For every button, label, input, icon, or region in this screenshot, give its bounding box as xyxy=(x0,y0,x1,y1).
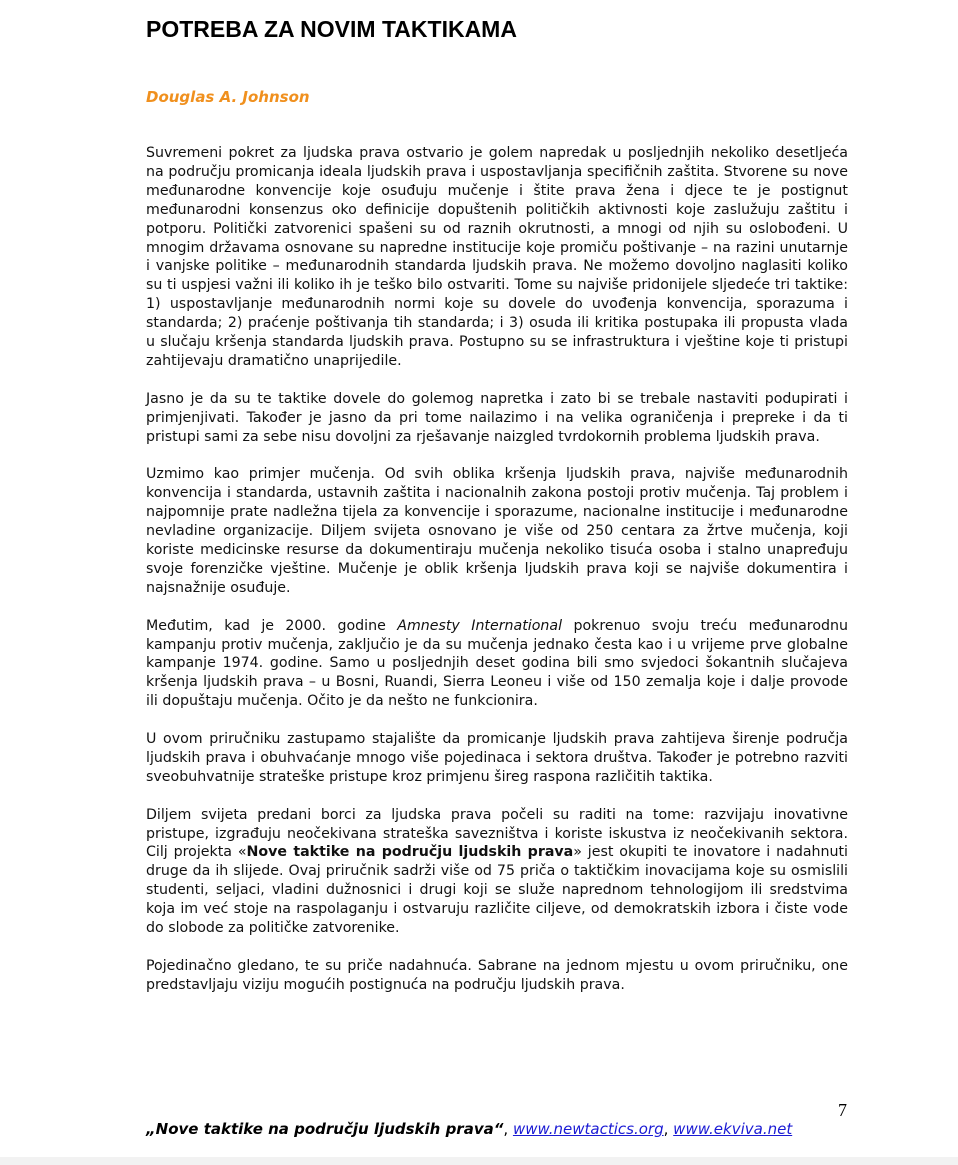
paragraph-4-start: Međutim, kad je 2000. godine xyxy=(146,617,398,634)
paragraph-6 xyxy=(146,806,848,938)
project-name: Nove taktike na području ljudskih prava xyxy=(246,844,574,861)
author-name: Douglas A. Johnson xyxy=(146,88,310,106)
page-bottom-edge xyxy=(0,1157,958,1165)
amnesty-international: Amnesty International xyxy=(397,617,563,634)
paragraph-5: U ovom priručniku zastupamo stajalište da promicanje ljudskih prava zahtijeva širenje područja ljudskih prava i obuhvaćanje mnogo više pojedinaca i sektora društva. Također je potrebno razviti sveobuhvatnije strateške pristupe kroz primjenu šireg raspona različitih taktika. xyxy=(146,731,848,785)
article-body xyxy=(146,144,848,1014)
paragraph-4 xyxy=(146,617,848,712)
paragraph-6-end: » jest okupiti te inovatore i nadahnuti druge da ih slijede. Ovaj priručnik sadrži više od 75 priča o taktičkim inovacijama koje su osmislili studenti, seljaci, vladini dužnosnici i drugi koji se služe naprednom tehnologijom ili sredstvima koja im već stoje na raspolaganju i ostvaruju različite ciljeve, od demokratskih izbora i čiste vode do slobode za političke zatvorenike. xyxy=(146,844,848,937)
page-number: 7 xyxy=(838,1100,847,1120)
page-title: POTREBA ZA NOVIM TAKTIKAMA xyxy=(146,16,517,42)
paragraph-6-start: Diljem svijeta predani borci za ljudska prava počeli su raditi na tome: razvijaju inovativne pristupe, izgrađuju neočekivana strateška savezništva i koriste iskustva iz neočekivanih sektora. Cilj projekta « xyxy=(146,806,848,861)
paragraph-1: Suvremeni pokret za ljudska prava ostvario je golem napredak u posljednjih nekoliko desetljeća na području promicanja ideala ljudskih prava i uspostavljanja specifičnih zaštita. Stvorene su nove međunarodne konvencije koje osuđuju mučenje i štite prava žena i djece te je postignut međunarodni konsenzus oko definicije dopuštenih političkih aktivnosti koje zaslužuju zaštitu i potporu. Politički zatvorenici spašeni su od raznih okrutnosti, a mnogi od njih su oslobođeni. U mnogim državama osnovane su napredne institucije koje promiču poštivanje – na razini unutarnje i vanjske politike – međunarodnih standarda ljudskih prava. Ne možemo dovoljno naglasiti koliko su ti uspjesi važni ili koliko ih je teško bilo ostvariti. Tome su najviše pridonijele sljedeće tri taktike: 1) uspostavljanje međunarodnih normi koje su dovele do uvođenja konvencija, sporazuma i standarda; 2) praćenje poštivanja tih standarda; i 3) osuda ili kritika postupaka ili propusta vlada u slučaju kršenja standarda ljudskih prava. Postupno su se infrastruktura i vještine koje ti pristupi zahtijevaju dramatično unaprijedile. xyxy=(146,145,848,369)
paragraph-4-end: pokrenuo svoju treću međunarodnu kampanju protiv mučenja, zaključio je da su mučenja jednako česta kao i u vrijeme prve globalne kampanje 1974. godine. Samo u posljednjih deset godina bili smo svjedoci šokantnih slučajeva kršenja ljudskih prava – u Bosni, Ruandi, Sierra Leoneu i više od 150 zemalja koje i dalje provode ili dopuštaju mučenja. Očito je da nešto ne funkcionira. xyxy=(146,617,848,710)
footer-separator: , xyxy=(663,1120,674,1138)
paragraph-3: Uzmimo kao primjer mučenja. Od svih oblika kršenja ljudskih prava, najviše međunarodnih konvencija i standarda, ustavnih zaštita i nacionalnih zakona postoji protiv mučenja. Taj problem i najpomnije prate nadležna tijela za konvencije i sporazume, nacionalne institucije i međunarodne nevladine organizacije. Diljem svijeta osnovano je više od 250 centara za žrtve mučenja, koji koriste medicinske resurse da dokumentiraju mučenja nekoliko tisuća osoba i stalno unapređuju svoje forenzičke vještine. Mučenje je oblik kršenja ljudskih prava koji se najviše dokumentira i najsnažnije osuđuje. xyxy=(146,466,848,596)
footer-separator: , xyxy=(503,1120,513,1138)
paragraph-7: Pojedinačno gledano, te su priče nadahnuća. Sabrane na jednom mjestu u ovom priručniku, one predstavljaju viziju mogućih postignuća na području ljudskih prava. xyxy=(146,957,848,993)
newtactics-link[interactable]: www.newtactics.org xyxy=(512,1120,664,1138)
paragraph-2: Jasno je da su te taktike dovele do golemog napretka i zato bi se trebale nastaviti podupirati i primjenjivati. Također je jasno da pri tome nailazimo i na velika ograničenja i prepreke i da ti pristupi sami za sebe nisu dovoljni za rješavanje naizgled tvrdokornih problema ljudskih prava. xyxy=(146,390,848,445)
ekviva-link[interactable]: www.ekviva.net xyxy=(673,1120,793,1138)
page-footer xyxy=(146,1120,792,1138)
footer-title: „Nove taktike na području ljudskih prava“ xyxy=(146,1120,504,1138)
